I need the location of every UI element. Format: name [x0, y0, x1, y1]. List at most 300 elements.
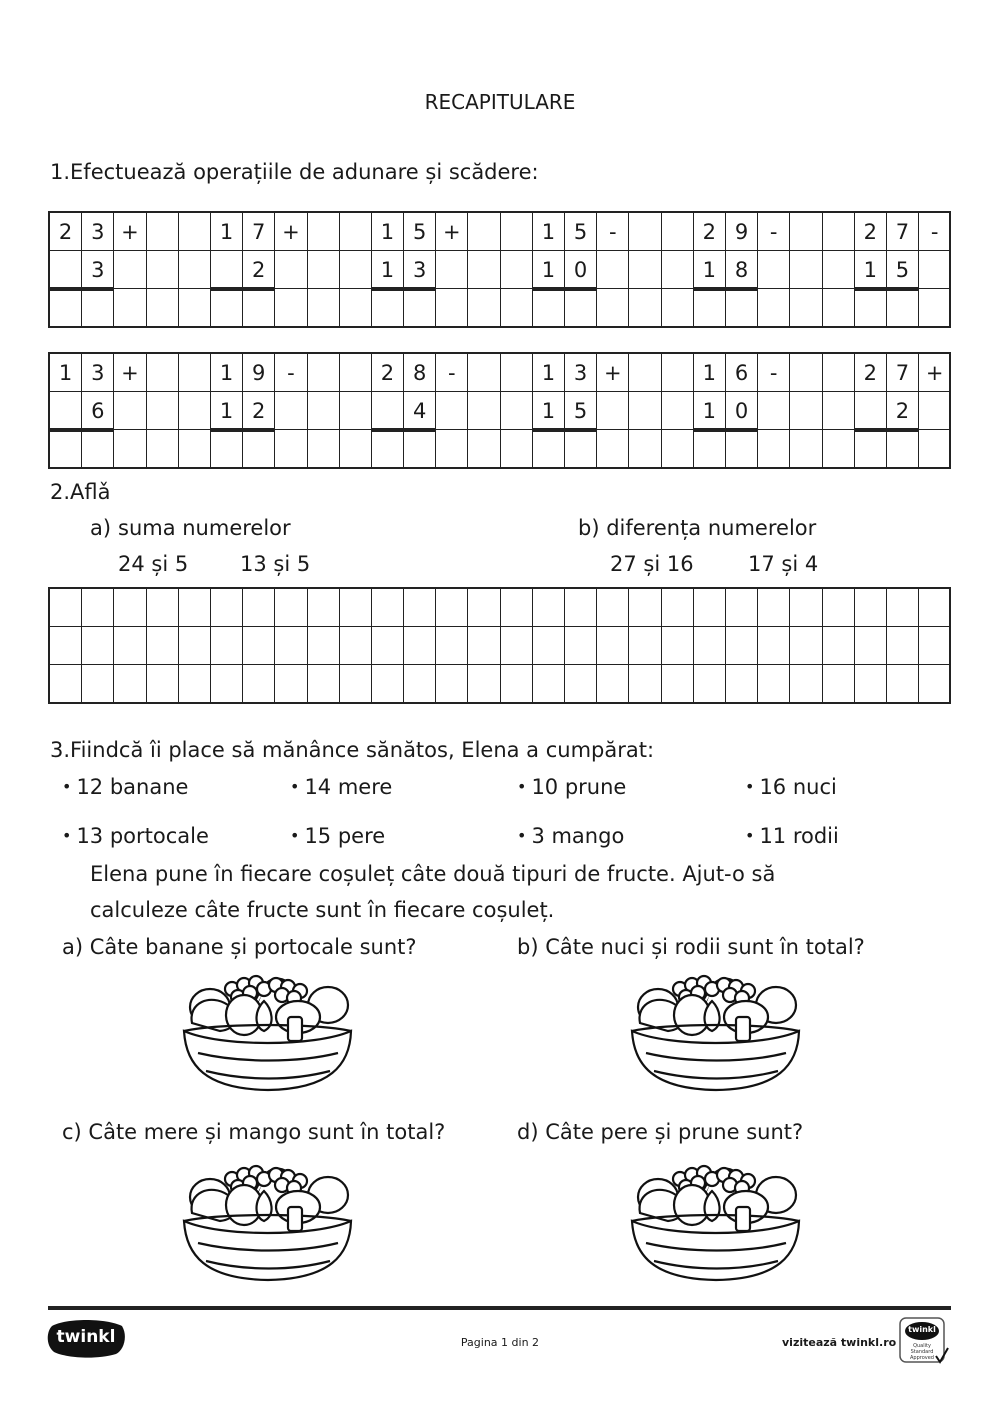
grid-cell: 1 — [533, 251, 565, 288]
fruit-item: • 14 mere — [290, 775, 392, 799]
grid-row — [50, 213, 949, 250]
exercise-2a-pair-2: 13 și 5 — [240, 552, 311, 576]
answer-cell[interactable] — [597, 589, 629, 626]
grid-cell — [790, 354, 822, 391]
grid-cell — [243, 289, 275, 326]
fruit-item: • 3 mango — [517, 824, 624, 848]
grid-cell — [147, 251, 179, 288]
grid-cell — [501, 392, 533, 429]
grid-cell: 3 — [82, 213, 114, 250]
grid-cell — [308, 251, 340, 288]
grid-cell — [629, 251, 661, 288]
answer-cell[interactable] — [404, 627, 436, 664]
answer-cell[interactable] — [726, 627, 758, 664]
answer-cell[interactable] — [887, 627, 919, 664]
grid-cell — [501, 430, 533, 467]
grid-cell — [790, 392, 822, 429]
grid-cell — [758, 289, 790, 326]
grid-cell: 1 — [694, 251, 726, 288]
exercise-1-grid-1 — [48, 211, 951, 328]
grid-cell — [758, 430, 790, 467]
grid-cell — [629, 354, 661, 391]
grid-cell: 2 — [372, 354, 404, 391]
answer-cell[interactable] — [823, 627, 855, 664]
instruction-line-2: calculeze câte fructe sunt în fiecare coșuleț. — [90, 898, 555, 922]
grid-cell — [211, 430, 243, 467]
grid-cell — [597, 289, 629, 326]
grid-cell — [597, 430, 629, 467]
grid-cell — [726, 289, 758, 326]
grid-cell — [275, 251, 307, 288]
grid-cell — [82, 289, 114, 326]
exercise-2b-pair-2: 17 și 4 — [748, 552, 819, 576]
grid-cell — [629, 392, 661, 429]
question-d: d) Câte pere și prune sunt? — [517, 1120, 804, 1144]
grid-cell — [147, 392, 179, 429]
grid-cell: 3 — [404, 251, 436, 288]
answer-cell[interactable] — [758, 589, 790, 626]
page-title: RECAPITULARE — [424, 90, 576, 114]
grid-cell — [629, 289, 661, 326]
grid-cell — [662, 430, 694, 467]
answer-cell[interactable] — [662, 665, 694, 702]
grid-cell — [468, 213, 500, 250]
answer-cell[interactable] — [82, 589, 114, 626]
grid-row — [50, 288, 949, 326]
exercise-2a-pair-1: 24 și 5 — [118, 552, 189, 576]
grid-cell — [308, 430, 340, 467]
grid-cell — [662, 354, 694, 391]
grid-cell: 5 — [404, 213, 436, 250]
grid-cell — [340, 392, 372, 429]
grid-cell: 2 — [887, 392, 919, 429]
grid-cell — [114, 289, 146, 326]
grid-cell — [919, 251, 951, 288]
answer-cell[interactable] — [597, 665, 629, 702]
question-c: c) Câte mere și mango sunt în total? — [62, 1120, 446, 1144]
answer-cell[interactable] — [533, 627, 565, 664]
answer-cell[interactable] — [629, 589, 661, 626]
answer-cell[interactable] — [211, 589, 243, 626]
grid-cell — [179, 213, 211, 250]
grid-cell: 2 — [243, 392, 275, 429]
grid-cell: 1 — [694, 392, 726, 429]
grid-cell — [597, 392, 629, 429]
answer-cell[interactable] — [243, 665, 275, 702]
grid-cell: 8 — [404, 354, 436, 391]
grid-cell — [340, 430, 372, 467]
grid-cell: 3 — [82, 251, 114, 288]
answer-cell[interactable] — [308, 627, 340, 664]
grid-cell — [308, 392, 340, 429]
grid-cell: 1 — [533, 354, 565, 391]
grid-cell — [275, 392, 307, 429]
grid-cell: 1 — [372, 213, 404, 250]
grid-cell — [919, 392, 951, 429]
answer-cell[interactable] — [114, 627, 146, 664]
fruit-basket-illustration — [628, 1155, 803, 1283]
answer-cell[interactable] — [436, 627, 468, 664]
grid-cell — [726, 430, 758, 467]
answer-cell[interactable] — [404, 665, 436, 702]
grid-cell: 2 — [50, 213, 82, 250]
answer-cell[interactable] — [147, 627, 179, 664]
grid-cell — [887, 289, 919, 326]
grid-cell: - — [597, 213, 629, 250]
answer-cell[interactable] — [533, 665, 565, 702]
grid-row — [50, 429, 949, 467]
answer-cell[interactable] — [694, 589, 726, 626]
grid-cell — [340, 354, 372, 391]
grid-cell — [533, 430, 565, 467]
grid-cell — [436, 430, 468, 467]
grid-cell: 1 — [211, 392, 243, 429]
grid-cell: + — [436, 213, 468, 250]
answer-cell[interactable] — [790, 589, 822, 626]
grid-cell — [662, 213, 694, 250]
grid-row — [50, 664, 949, 702]
grid-cell: 7 — [887, 213, 919, 250]
grid-cell — [501, 213, 533, 250]
grid-cell — [790, 213, 822, 250]
grid-cell — [694, 430, 726, 467]
answer-cell[interactable] — [887, 589, 919, 626]
grid-cell — [823, 251, 855, 288]
answer-cell[interactable] — [372, 665, 404, 702]
grid-cell — [662, 289, 694, 326]
answer-cell[interactable] — [855, 627, 887, 664]
answer-cell[interactable] — [243, 627, 275, 664]
grid-cell — [82, 430, 114, 467]
answer-cell[interactable] — [823, 589, 855, 626]
quality-badge — [898, 1316, 950, 1366]
answer-cell[interactable] — [790, 665, 822, 702]
grid-cell — [790, 430, 822, 467]
grid-cell — [887, 430, 919, 467]
grid-cell — [951, 213, 983, 250]
answer-cell[interactable] — [404, 589, 436, 626]
answer-cell[interactable] — [82, 627, 114, 664]
grid-cell — [597, 251, 629, 288]
answer-cell[interactable] — [372, 589, 404, 626]
answer-cell[interactable] — [790, 627, 822, 664]
answer-cell[interactable] — [211, 627, 243, 664]
exercise-2a-label: a) — [90, 516, 112, 540]
grid-cell — [823, 213, 855, 250]
grid-cell — [855, 430, 887, 467]
exercise-2-heading: 2.Aflǎ — [50, 480, 111, 504]
exercise-2a-text: suma numerelor — [118, 516, 291, 540]
grid-cell: 2 — [855, 354, 887, 391]
grid-cell: - — [758, 213, 790, 250]
fruit-item: • 13 portocale — [62, 824, 209, 848]
answer-cell[interactable] — [887, 665, 919, 702]
grid-cell — [758, 251, 790, 288]
grid-cell: + — [114, 213, 146, 250]
answer-cell[interactable] — [147, 665, 179, 702]
answer-cell[interactable] — [855, 589, 887, 626]
grid-cell — [694, 289, 726, 326]
answer-cell[interactable] — [501, 627, 533, 664]
answer-cell[interactable] — [114, 589, 146, 626]
grid-cell — [565, 289, 597, 326]
answer-cell[interactable] — [662, 627, 694, 664]
grid-cell — [308, 213, 340, 250]
grid-cell: 1 — [533, 213, 565, 250]
fruit-item: • 11 rodii — [745, 824, 839, 848]
answer-cell[interactable] — [919, 627, 951, 664]
grid-cell: 9 — [726, 213, 758, 250]
grid-cell: - — [919, 213, 951, 250]
answer-cell[interactable] — [147, 589, 179, 626]
exercise-2b-pair-1: 27 și 16 — [610, 552, 694, 576]
grid-row — [50, 626, 949, 664]
answer-cell[interactable] — [694, 627, 726, 664]
fruit-basket-illustration — [180, 1155, 355, 1283]
grid-cell — [211, 289, 243, 326]
grid-cell — [147, 354, 179, 391]
grid-cell — [308, 289, 340, 326]
grid-cell — [629, 213, 661, 250]
grid-cell — [629, 430, 661, 467]
answer-cell[interactable] — [629, 627, 661, 664]
grid-cell — [468, 251, 500, 288]
grid-cell — [855, 289, 887, 326]
grid-cell — [308, 354, 340, 391]
answer-cell[interactable] — [114, 665, 146, 702]
grid-cell: 2 — [694, 213, 726, 250]
answer-cell[interactable] — [275, 589, 307, 626]
exercise-3-heading: 3.Fiindcă îi place să mănânce sănătos, Elena a cumpărat: — [50, 738, 655, 762]
grid-cell: 6 — [726, 354, 758, 391]
answer-cell[interactable] — [211, 665, 243, 702]
grid-row — [50, 250, 949, 288]
grid-cell — [50, 430, 82, 467]
grid-cell — [179, 430, 211, 467]
grid-cell — [340, 213, 372, 250]
grid-cell — [340, 289, 372, 326]
answer-cell[interactable] — [275, 665, 307, 702]
answer-cell[interactable] — [179, 589, 211, 626]
grid-cell — [404, 289, 436, 326]
grid-cell — [114, 251, 146, 288]
grid-cell — [758, 392, 790, 429]
grid-cell: 1 — [211, 213, 243, 250]
grid-cell: - — [758, 354, 790, 391]
grid-cell — [823, 289, 855, 326]
grid-cell — [179, 354, 211, 391]
grid-cell: 7 — [243, 213, 275, 250]
answer-cell[interactable] — [308, 665, 340, 702]
grid-cell — [790, 251, 822, 288]
grid-cell — [372, 392, 404, 429]
answer-cell[interactable] — [533, 589, 565, 626]
grid-cell: 3 — [565, 354, 597, 391]
answer-cell[interactable] — [436, 589, 468, 626]
answer-cell[interactable] — [340, 665, 372, 702]
grid-cell — [468, 354, 500, 391]
grid-cell — [468, 392, 500, 429]
grid-cell: 6 — [82, 392, 114, 429]
answer-cell[interactable] — [468, 665, 500, 702]
exercise-1-grid-2 — [48, 352, 951, 469]
grid-cell — [919, 289, 951, 326]
grid-cell: 5 — [887, 251, 919, 288]
grid-row — [50, 391, 949, 429]
grid-cell: 0 — [726, 392, 758, 429]
grid-cell: 5 — [565, 213, 597, 250]
grid-cell: + — [275, 213, 307, 250]
grid-cell — [179, 251, 211, 288]
grid-cell — [243, 430, 275, 467]
exercise-1-heading: 1.Efectuează operațiile de adunare și scădere: — [50, 160, 539, 184]
grid-cell: 4 — [404, 392, 436, 429]
fruit-item: • 12 banane — [62, 775, 188, 799]
answer-cell[interactable] — [340, 627, 372, 664]
grid-cell — [823, 430, 855, 467]
answer-cell[interactable] — [597, 627, 629, 664]
grid-cell — [436, 251, 468, 288]
answer-cell[interactable] — [179, 665, 211, 702]
answer-cell[interactable] — [468, 627, 500, 664]
grid-cell: 7 — [887, 354, 919, 391]
grid-cell: 8 — [726, 251, 758, 288]
answer-cell[interactable] — [468, 589, 500, 626]
grid-cell — [790, 289, 822, 326]
page-number: Pagina 1 din 2 — [460, 1336, 540, 1349]
answer-cell[interactable] — [501, 589, 533, 626]
answer-cell[interactable] — [436, 665, 468, 702]
grid-cell — [468, 289, 500, 326]
grid-cell — [951, 354, 983, 391]
grid-cell — [919, 430, 951, 467]
question-a: a) Câte banane și portocale sunt? — [62, 935, 417, 959]
grid-cell — [147, 213, 179, 250]
grid-cell — [372, 289, 404, 326]
grid-cell: 1 — [50, 354, 82, 391]
grid-cell: 2 — [855, 213, 887, 250]
quality-badge-text: Quality Standard Approved — [910, 1343, 934, 1361]
grid-cell — [404, 430, 436, 467]
grid-cell — [501, 354, 533, 391]
exercise-2-answer-grid — [48, 587, 951, 704]
grid-cell — [372, 430, 404, 467]
grid-cell — [147, 289, 179, 326]
fruit-item: • 10 prune — [517, 775, 626, 799]
grid-cell — [533, 289, 565, 326]
instruction-line-1: Elena pune în fiecare coșuleț câte două tipuri de fructe. Ajut-o să — [90, 862, 776, 886]
grid-cell — [565, 430, 597, 467]
grid-cell: 1 — [372, 251, 404, 288]
grid-cell: - — [436, 354, 468, 391]
grid-cell — [436, 392, 468, 429]
grid-cell — [468, 430, 500, 467]
fruit-item: • 15 pere — [290, 824, 385, 848]
answer-cell[interactable] — [243, 589, 275, 626]
answer-cell[interactable] — [855, 665, 887, 702]
footer-divider — [48, 1306, 951, 1310]
grid-cell — [114, 430, 146, 467]
answer-cell[interactable] — [340, 589, 372, 626]
grid-row — [50, 354, 949, 391]
grid-cell: + — [114, 354, 146, 391]
answer-cell[interactable] — [662, 589, 694, 626]
grid-cell — [275, 289, 307, 326]
grid-cell — [823, 392, 855, 429]
fruit-item: • 16 nuci — [745, 775, 837, 799]
exercise-2b-text: b) diferența numerelor — [578, 516, 817, 540]
grid-cell — [211, 251, 243, 288]
grid-cell: + — [597, 354, 629, 391]
answer-cell[interactable] — [275, 627, 307, 664]
grid-cell — [436, 289, 468, 326]
answer-cell[interactable] — [629, 665, 661, 702]
fruit-basket-illustration — [180, 965, 355, 1093]
grid-cell — [50, 251, 82, 288]
grid-cell — [501, 289, 533, 326]
answer-cell[interactable] — [82, 665, 114, 702]
grid-cell — [501, 251, 533, 288]
fruit-basket-illustration — [628, 965, 803, 1093]
grid-cell — [823, 354, 855, 391]
question-b: b) Câte nuci și rodii sunt în total? — [517, 935, 865, 959]
answer-cell[interactable] — [565, 627, 597, 664]
answer-cell[interactable] — [726, 589, 758, 626]
grid-cell: 2 — [243, 251, 275, 288]
grid-cell — [662, 392, 694, 429]
answer-cell[interactable] — [758, 627, 790, 664]
grid-cell: 1 — [533, 392, 565, 429]
grid-cell — [662, 251, 694, 288]
grid-cell — [179, 392, 211, 429]
grid-cell: + — [919, 354, 951, 391]
answer-cell[interactable] — [758, 665, 790, 702]
grid-cell: 9 — [243, 354, 275, 391]
answer-cell[interactable] — [50, 589, 82, 626]
grid-cell: 5 — [565, 392, 597, 429]
twinkl-logo-text: twinkl — [56, 1327, 116, 1347]
answer-cell[interactable] — [50, 627, 82, 664]
grid-cell: 1 — [855, 251, 887, 288]
grid-cell: - — [275, 354, 307, 391]
answer-cell[interactable] — [919, 665, 951, 702]
grid-cell — [50, 289, 82, 326]
grid-cell — [147, 430, 179, 467]
quality-badge-brand: twinkl — [908, 1325, 936, 1334]
grid-cell: 1 — [694, 354, 726, 391]
grid-cell — [275, 430, 307, 467]
answer-cell[interactable] — [726, 665, 758, 702]
grid-cell — [179, 289, 211, 326]
grid-cell: 3 — [82, 354, 114, 391]
grid-cell — [855, 392, 887, 429]
answer-cell[interactable] — [694, 665, 726, 702]
grid-cell: 1 — [211, 354, 243, 391]
answer-cell[interactable] — [501, 665, 533, 702]
answer-cell[interactable] — [372, 627, 404, 664]
answer-cell[interactable] — [823, 665, 855, 702]
answer-cell[interactable] — [308, 589, 340, 626]
grid-row — [50, 589, 949, 626]
answer-cell[interactable] — [50, 665, 82, 702]
answer-cell[interactable] — [919, 589, 951, 626]
grid-cell — [114, 392, 146, 429]
answer-cell[interactable] — [565, 665, 597, 702]
answer-cell[interactable] — [565, 589, 597, 626]
answer-cell[interactable] — [179, 627, 211, 664]
site-link[interactable]: vizitează twinkl.ro — [782, 1336, 897, 1349]
grid-cell — [50, 392, 82, 429]
